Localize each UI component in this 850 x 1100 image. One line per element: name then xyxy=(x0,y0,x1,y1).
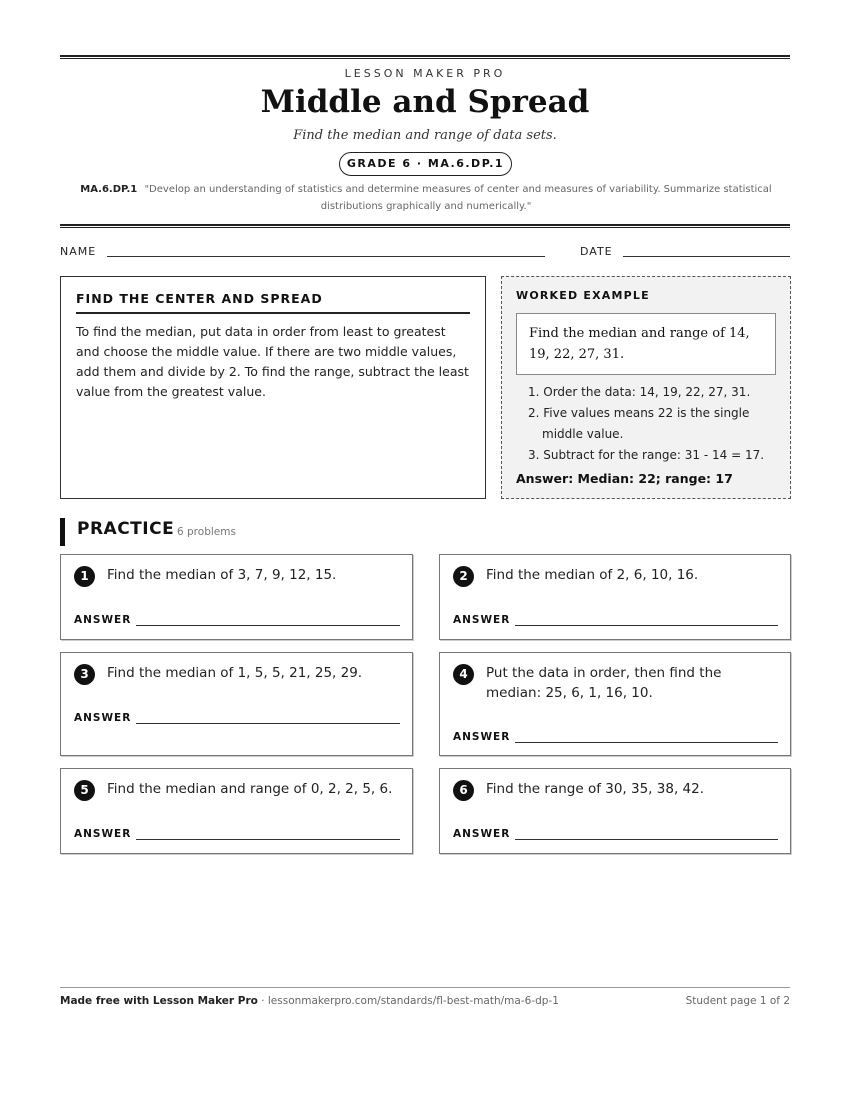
problem-number-badge: 5 xyxy=(74,780,95,801)
brand-name: LESSON MAKER PRO xyxy=(344,67,506,80)
worked-example-box xyxy=(501,276,791,499)
problem-number-badge: 4 xyxy=(453,664,474,685)
footer-made-with: Made free with Lesson Maker Pro xyxy=(60,995,258,1007)
problem-question: Find the median and range of 0, 2, 2, 5, 6. xyxy=(107,781,393,797)
problem-question: Put the data in order, then find the median: 25, 6, 1, 16, 10. xyxy=(486,665,722,701)
problem-question: Find the range of 30, 35, 38, 42. xyxy=(486,781,704,797)
problem-card-1 xyxy=(60,554,413,640)
problem-number-badge: 6 xyxy=(453,780,474,801)
answer-label: ANSWER xyxy=(453,614,511,626)
date-field[interactable] xyxy=(623,256,790,257)
answer-field[interactable] xyxy=(515,742,778,743)
standard-code: MA.6.DP.1 xyxy=(80,184,138,195)
worked-example-step: 3. Subtract for the range: 31 - 14 = 17. xyxy=(528,448,765,462)
problem-card-2 xyxy=(439,554,791,640)
answer-field[interactable] xyxy=(136,625,400,626)
footer-credit xyxy=(60,995,559,1007)
concept-body: To find the median, put data in order from least to greatest and choose the middle value. If there are two middle values, add them and divide by 2. To find the range, subtract the least value from the greatest value. xyxy=(76,324,469,399)
problem-card-4 xyxy=(439,652,791,756)
worked-example-heading: WORKED EXAMPLE xyxy=(516,289,650,302)
standard-text: "Develop an understanding of statistics and determine measures of center and measures of variability. Summarize statistical distributions graphically and numerically." xyxy=(144,184,772,212)
practice-count: 6 problems xyxy=(177,526,236,538)
footer-page-number: Student page 1 of 2 xyxy=(685,995,790,1007)
worked-example-step: 1. Order the data: 14, 19, 22, 27, 31. xyxy=(528,385,751,399)
concept-heading: FIND THE CENTER AND SPREAD xyxy=(76,291,470,314)
problem-question: Find the median of 3, 7, 9, 12, 15. xyxy=(107,567,337,583)
standard-description xyxy=(80,181,772,215)
name-field[interactable] xyxy=(107,256,545,257)
name-label: NAME xyxy=(60,245,97,258)
answer-label: ANSWER xyxy=(453,731,511,743)
answer-field[interactable] xyxy=(515,839,778,840)
date-label: DATE xyxy=(580,245,613,258)
problem-number-badge: 2 xyxy=(453,566,474,587)
problem-number-badge: 3 xyxy=(74,664,95,685)
problem-card-5 xyxy=(60,768,413,854)
footer-url[interactable]: · lessonmakerpro.com/standards/fl-best-math/ma-6-dp-1 xyxy=(257,995,559,1007)
header-bottom-rule xyxy=(60,224,790,228)
answer-label: ANSWER xyxy=(74,828,132,840)
worked-example-step: 2. Five values means 22 is the single middle value. xyxy=(528,406,750,441)
problem-card-6 xyxy=(439,768,791,854)
grade-badge: GRADE 6 · MA.6.DP.1 xyxy=(339,152,512,176)
worked-example-prompt: Find the median and range of 14, 19, 22, 27, 31. xyxy=(516,313,776,375)
problem-card-3 xyxy=(60,652,413,756)
answer-field[interactable] xyxy=(136,839,400,840)
worked-example-answer: Answer: Median: 22; range: 17 xyxy=(516,471,733,486)
worksheet-subtitle: Find the median and range of data sets. xyxy=(293,128,557,143)
worksheet-title: Middle and Spread xyxy=(260,84,590,120)
practice-accent-bar xyxy=(60,518,65,546)
problem-number-badge: 1 xyxy=(74,566,95,587)
answer-label: ANSWER xyxy=(453,828,511,840)
answer-field[interactable] xyxy=(136,723,400,724)
answer-label: ANSWER xyxy=(74,712,132,724)
problem-question: Find the median of 1, 5, 5, 21, 25, 29. xyxy=(107,665,363,681)
footer-rule xyxy=(60,987,790,988)
answer-field[interactable] xyxy=(515,625,778,626)
practice-title: PRACTICE xyxy=(77,519,175,539)
answer-label: ANSWER xyxy=(74,614,132,626)
top-rule xyxy=(60,55,790,59)
concept-box xyxy=(60,276,486,499)
worked-example-steps xyxy=(516,382,776,466)
problem-question: Find the median of 2, 6, 10, 16. xyxy=(486,567,699,583)
